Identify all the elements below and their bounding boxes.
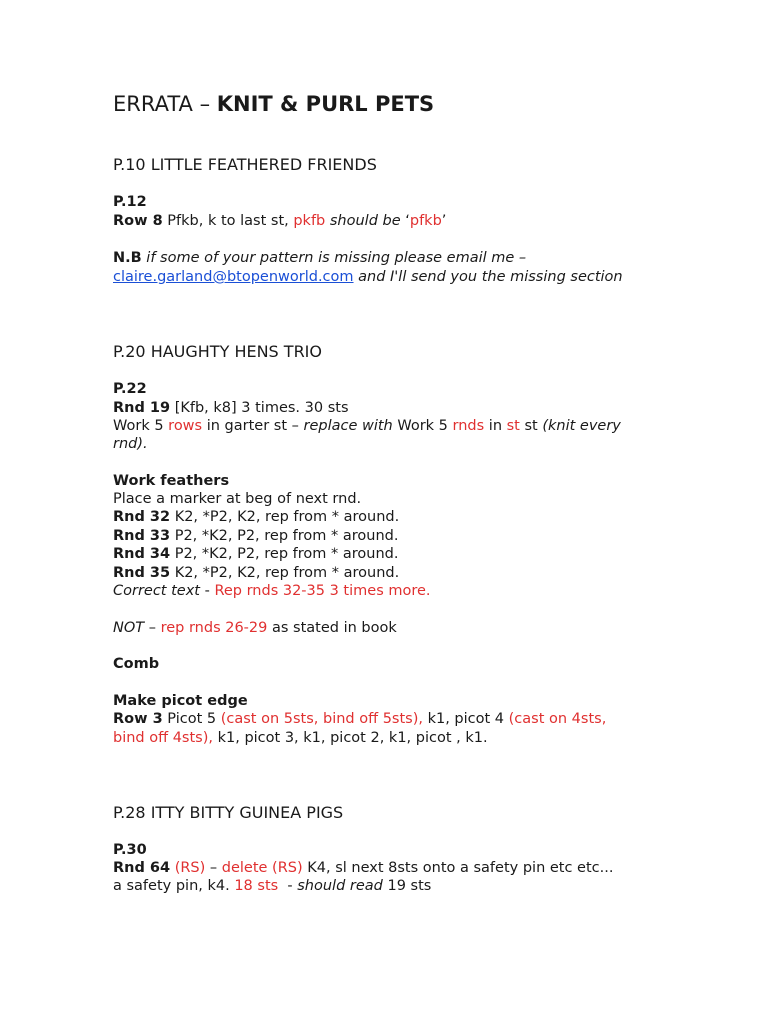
rnd-32-line: Rnd 32 K2, *P2, K2, rep from * around. — [113, 509, 400, 525]
work-5-line-cont: rnd). — [113, 436, 148, 452]
not-line: NOT – rep rnds 26-29 as stated in book — [113, 620, 397, 636]
rnd-33-line: Rnd 33 P2, *K2, P2, rep from * around. — [113, 528, 399, 544]
email-line: claire.garland@btopenworld.com and I'll send you the missing section — [113, 269, 623, 285]
page-title: ERRATA – KNIT & PURL PETS — [113, 92, 435, 116]
rnd-64-line-cont: a safety pin, k4. 18 sts - should read 19 sts — [113, 878, 432, 894]
picot-edge-heading: Make picot edge — [113, 693, 248, 709]
rnd-35-line: Rnd 35 K2, *P2, K2, rep from * around. — [113, 565, 400, 581]
section-heading-itty-bitty-guinea-pigs: P.28 ITTY BITTY GUINEA PIGS — [113, 803, 344, 822]
page-ref-p30: P.30 — [113, 842, 147, 858]
row-3-line: Row 3 Picot 5 (cast on 5sts, bind off 5sts), k1, picot 4 (cast on 4sts, — [113, 711, 607, 727]
work-5-line: Work 5 rows in garter st – replace with Work 5 rnds in st st (knit every — [113, 418, 621, 434]
email-link[interactable]: claire.garland@btopenworld.com — [113, 269, 354, 285]
rnd-64-line: Rnd 64 (RS) – delete (RS) K4, sl next 8sts onto a safety pin etc etc... — [113, 860, 614, 876]
rnd-34-line: Rnd 34 P2, *K2, P2, rep from * around. — [113, 546, 399, 562]
section-heading-little-feathered-friends: P.10 LITTLE FEATHERED FRIENDS — [113, 155, 377, 174]
marker-line: Place a marker at beg of next rnd. — [113, 491, 362, 507]
correct-text-line: Correct text - Rep rnds 32-35 3 times more. — [113, 583, 431, 599]
section-heading-haughty-hens-trio: P.20 HAUGHTY HENS TRIO — [113, 342, 322, 361]
page-ref-p12: P.12 — [113, 194, 147, 210]
page-ref-p22: P.22 — [113, 381, 147, 397]
rnd-19-line: Rnd 19 [Kfb, k8] 3 times. 30 sts — [113, 400, 349, 416]
row-3-line-cont: bind off 4sts), k1, picot 3, k1, picot 2, k1, picot , k1. — [113, 730, 488, 746]
work-feathers-heading: Work feathers — [113, 473, 230, 489]
row-8-line: Row 8 Pfkb, k to last st, pkfb should be ‘pfkb’ — [113, 213, 447, 229]
note-line: N.B if some of your pattern is missing please email me – — [113, 250, 527, 266]
comb-heading: Comb — [113, 656, 160, 672]
